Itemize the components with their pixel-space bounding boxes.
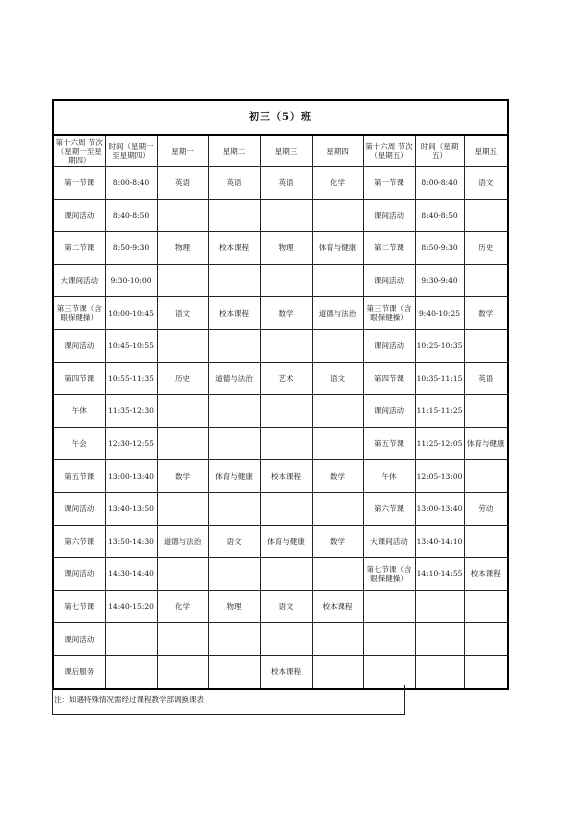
friday-time-cell: 13:00-13:40 [415,492,464,525]
period-cell: 午会 [53,427,105,460]
table-row [53,264,508,297]
header-row [53,135,508,167]
wednesday-cell: 校本课程 [260,460,312,493]
tuesday-cell: 校本课程 [208,297,260,330]
friday-cell [464,655,508,688]
period-cell: 大课间活动 [53,264,105,297]
wednesday-cell [260,395,312,428]
table-row [53,199,508,232]
tuesday-cell: 校本课程 [208,232,260,265]
monday-cell: 历史 [157,362,208,395]
friday-cell: 历史 [464,232,508,265]
tuesday-cell [208,264,260,297]
period-cell: 课后服务 [53,655,105,688]
monday-cell [157,492,208,525]
monday-cell [157,395,208,428]
friday-period-cell: 第六节课 [363,492,415,525]
friday-cell: 劳动 [464,492,508,525]
table-row [53,395,508,428]
friday-cell: 英语 [464,362,508,395]
table-row [53,362,508,395]
table-row [53,558,508,591]
friday-time-cell: 8:50-9:30 [415,232,464,265]
friday-period-cell: 第二节课 [363,232,415,265]
table-row [53,492,508,525]
thursday-cell [312,427,363,460]
thursday-cell [312,558,363,591]
header-monday: 星期一 [157,135,208,167]
tuesday-cell [208,492,260,525]
friday-cell: 校本课程 [464,558,508,591]
friday-period-cell: 课间活动 [363,395,415,428]
time-cell: 9:30-10:00 [105,264,157,297]
thursday-cell: 校本课程 [312,590,363,623]
thursday-cell [312,395,363,428]
friday-time-cell: 10:25-10:35 [415,329,464,362]
period-cell: 午休 [53,395,105,428]
header-period-fri: 第十六周 节次 （星期五） [363,135,415,167]
wednesday-cell [260,199,312,232]
header-thursday: 星期四 [312,135,363,167]
wednesday-cell [260,558,312,591]
monday-cell [157,558,208,591]
tuesday-cell [208,427,260,460]
friday-cell [464,623,508,656]
period-cell: 第六节课 [53,525,105,558]
monday-cell: 物理 [157,232,208,265]
friday-time-cell: 10:35-11:15 [415,362,464,395]
period-cell: 课间活动 [53,623,105,656]
friday-period-cell [363,623,415,656]
tuesday-cell [208,329,260,362]
page-title: 初三（5）班 [53,100,508,135]
friday-time-cell [415,590,464,623]
friday-period-cell: 午休 [363,460,415,493]
friday-time-cell [415,655,464,688]
wednesday-cell: 语文 [260,590,312,623]
thursday-cell: 道德与法治 [312,297,363,330]
friday-time-cell: 11:25-12:05 [415,427,464,460]
friday-cell [464,264,508,297]
tuesday-cell: 英语 [208,167,260,200]
friday-cell: 数学 [464,297,508,330]
table-row [53,427,508,460]
friday-time-cell: 9:40-10:25 [415,297,464,330]
monday-cell: 化学 [157,590,208,623]
thursday-cell: 数学 [312,525,363,558]
monday-cell [157,264,208,297]
friday-period-cell: 第五节课 [363,427,415,460]
thursday-cell: 体育与健康 [312,232,363,265]
period-cell: 课间活动 [53,199,105,232]
time-cell: 13:40-13:50 [105,492,157,525]
friday-period-cell: 第四节课 [363,362,415,395]
monday-cell: 语文 [157,297,208,330]
wednesday-cell: 艺术 [260,362,312,395]
thursday-cell [312,264,363,297]
time-cell: 14:30-14:40 [105,558,157,591]
timetable [52,99,509,690]
time-cell: 11:35-12:30 [105,395,157,428]
tuesday-cell [208,655,260,688]
period-cell: 课间活动 [53,558,105,591]
friday-period-cell: 第三节课（含眼保健操） [363,297,415,330]
time-cell: 14:40-15:20 [105,590,157,623]
friday-cell [464,329,508,362]
time-cell: 13:50-14:30 [105,525,157,558]
wednesday-cell [260,329,312,362]
header-period-mon-thu: 第十六周 节次（星期一至星期四） [53,135,105,167]
monday-cell [157,655,208,688]
header-tuesday: 星期二 [208,135,260,167]
friday-time-cell: 8:40-8:50 [415,199,464,232]
friday-period-cell [363,655,415,688]
wednesday-cell: 校本课程 [260,655,312,688]
period-cell: 课间活动 [53,329,105,362]
time-cell: 8:40-8:50 [105,199,157,232]
friday-time-cell: 9:30-9:40 [415,264,464,297]
thursday-cell: 语文 [312,362,363,395]
thursday-cell [312,492,363,525]
time-cell: 10:00-10:45 [105,297,157,330]
time-cell: 8:50-9:30 [105,232,157,265]
period-cell: 第五节课 [53,460,105,493]
header-time-fri: 时间（星期五） [415,135,464,167]
tuesday-cell: 道德与法治 [208,362,260,395]
friday-period-cell: 课间活动 [363,264,415,297]
tuesday-cell: 物理 [208,590,260,623]
tuesday-cell: 语文 [208,525,260,558]
friday-period-cell: 大课间活动 [363,525,415,558]
thursday-cell [312,623,363,656]
header-time-mon-thu: 时间（星期一至星期四） [105,135,157,167]
period-cell: 第二节课 [53,232,105,265]
friday-cell [464,525,508,558]
thursday-cell [312,199,363,232]
friday-cell [464,460,508,493]
table-row [53,460,508,493]
table-row [53,655,508,688]
table-row [53,167,508,200]
table-row [53,590,508,623]
wednesday-cell [260,427,312,460]
table-row [53,329,508,362]
monday-cell [157,329,208,362]
monday-cell [157,427,208,460]
monday-cell: 数学 [157,460,208,493]
thursday-cell: 化学 [312,167,363,200]
friday-period-cell: 课间活动 [363,199,415,232]
tuesday-cell [208,558,260,591]
wednesday-cell: 英语 [260,167,312,200]
friday-time-cell: 13:40-14:10 [415,525,464,558]
time-cell: 10:55-11:35 [105,362,157,395]
wednesday-cell [260,492,312,525]
friday-period-cell [363,590,415,623]
tuesday-cell: 体育与健康 [208,460,260,493]
tuesday-cell [208,623,260,656]
thursday-cell [312,329,363,362]
thursday-cell [312,655,363,688]
monday-cell [157,623,208,656]
table-row [53,297,508,330]
friday-cell [464,590,508,623]
time-cell: 12:30-12:55 [105,427,157,460]
friday-time-cell [415,623,464,656]
tuesday-cell [208,199,260,232]
time-cell: 8:00-8:40 [105,167,157,200]
header-friday: 星期五 [464,135,508,167]
time-cell [105,623,157,656]
wednesday-cell: 体育与健康 [260,525,312,558]
table-row [53,623,508,656]
tuesday-cell [208,395,260,428]
thursday-cell: 数学 [312,460,363,493]
header-wednesday: 星期三 [260,135,312,167]
monday-cell: 英语 [157,167,208,200]
friday-time-cell: 12:05-13:00 [415,460,464,493]
friday-time-cell: 8:00-8:40 [415,167,464,200]
friday-period-cell: 第七节课（含眼保健操） [363,558,415,591]
period-cell: 课间活动 [53,492,105,525]
friday-period-cell: 第一节课 [363,167,415,200]
friday-period-cell: 课间活动 [363,329,415,362]
title-row [53,100,508,135]
wednesday-cell: 物理 [260,232,312,265]
friday-cell: 语文 [464,167,508,200]
period-cell: 第三节课（含眼保健操） [53,297,105,330]
table-row [53,525,508,558]
wednesday-cell: 数学 [260,297,312,330]
friday-cell: 体育与健康 [464,427,508,460]
period-cell: 第七节课 [53,590,105,623]
friday-cell [464,199,508,232]
wednesday-cell [260,623,312,656]
footnote: 注：如遇特殊情况需经过课程教学部调换课表 [52,685,405,715]
timetable-sheet [52,99,507,690]
monday-cell: 道德与法治 [157,525,208,558]
period-cell: 第四节课 [53,362,105,395]
time-cell: 10:45-10:55 [105,329,157,362]
period-cell: 第一节课 [53,167,105,200]
table-row [53,232,508,265]
time-cell [105,655,157,688]
wednesday-cell [260,264,312,297]
friday-time-cell: 11:15-11:25 [415,395,464,428]
time-cell: 13:00-13:40 [105,460,157,493]
monday-cell [157,199,208,232]
friday-cell [464,395,508,428]
friday-time-cell: 14:10-14:55 [415,558,464,591]
